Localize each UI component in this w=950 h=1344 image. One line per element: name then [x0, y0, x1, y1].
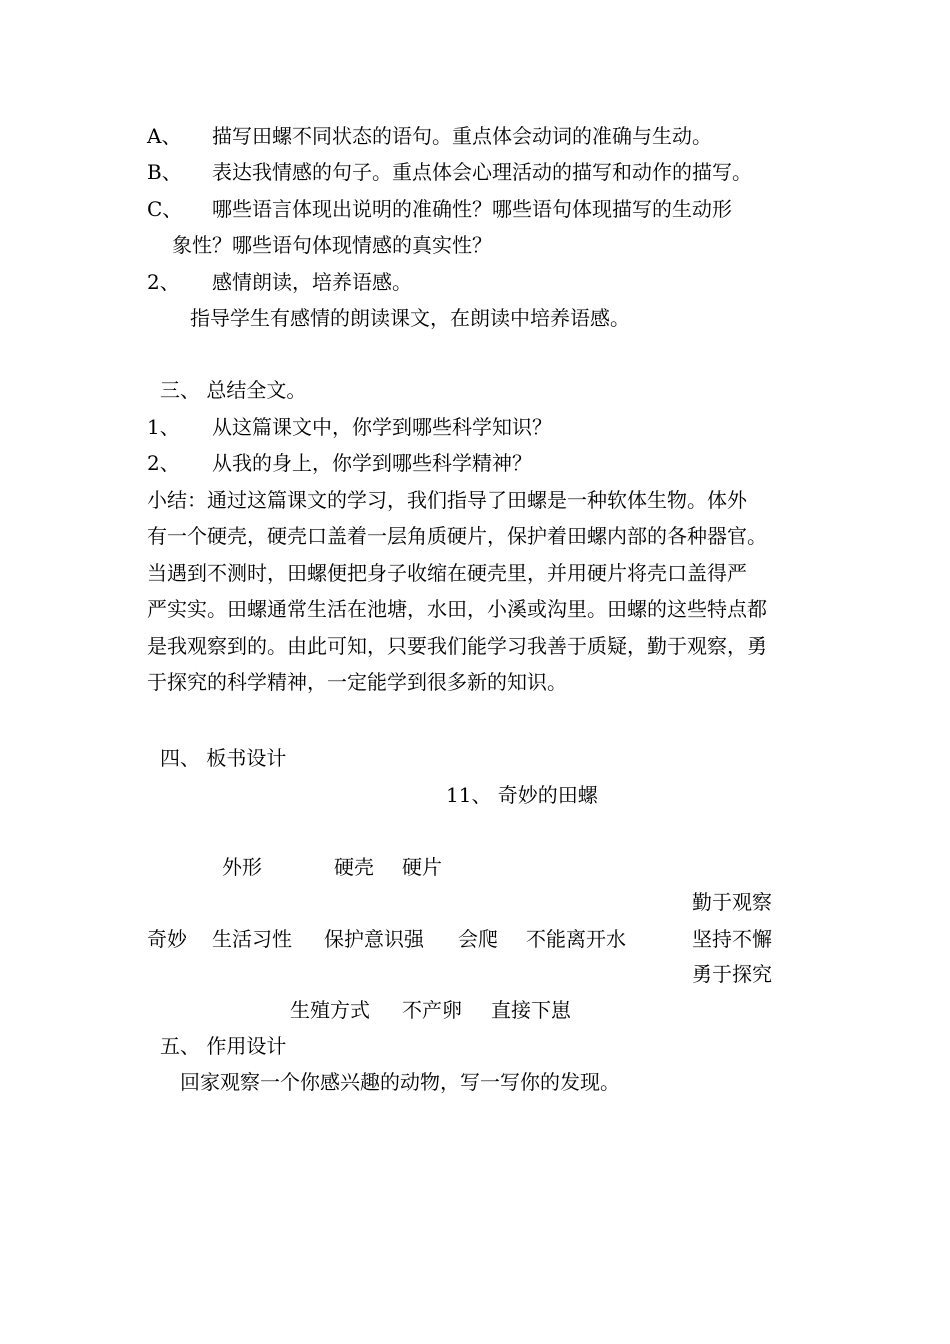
q1-marker: 1、: [147, 415, 180, 439]
board-title: 11、 奇妙的田螺: [446, 783, 598, 807]
board-habit-item: 会爬: [458, 927, 498, 951]
board-shape-item: 硬片: [402, 855, 442, 879]
q2-text: 从我的身上，你学到哪些科学精神？: [212, 451, 532, 475]
board-reproduce-item: 直接下崽: [491, 998, 571, 1022]
summary-line: 于探究的科学精神，一定能学到很多新的知识。: [147, 669, 567, 694]
board-spirit-item: 勇于探究: [692, 962, 772, 986]
board-shape-label: 外形: [222, 855, 262, 879]
board-habit-label: 生活习性: [212, 927, 292, 951]
summary-paragraph: [147, 488, 767, 706]
board-main-word: 奇妙: [147, 927, 187, 951]
item-b-marker: B、: [147, 160, 182, 184]
board-spirit-item: 勤于观察: [692, 890, 772, 914]
q1-text: 从这篇课文中，你学到哪些科学知识？: [212, 415, 552, 439]
summary-line: 是我观察到的。由此可知，只要我们能学习我善于质疑，勤于观察，勇: [147, 633, 767, 658]
summary-line: 有一个硬壳，硬壳口盖着一层角质硬片，保护着田螺内部的各种器官。: [147, 524, 767, 549]
summary-line: 严实实。田螺通常生活在池塘，水田，小溪或沟里。田螺的这些特点都: [147, 597, 767, 622]
item-c-marker: C、: [147, 197, 183, 221]
board-habit-item: 保护意识强: [324, 927, 424, 951]
board-reproduce-item: 不产卵: [402, 998, 462, 1022]
item-a-text: 描写田螺不同状态的语句。重点体会动词的准确与生动。: [212, 124, 712, 148]
item-2-text: 感情朗读，培养语感。: [212, 270, 412, 294]
section4-heading: 四、 板书设计: [160, 746, 287, 770]
homework-text: 回家观察一个你感兴趣的动物，写一写你的发现。: [180, 1070, 620, 1094]
section3-heading: 三、 总结全文。: [160, 378, 307, 402]
item-2-marker: 2、: [147, 270, 180, 294]
board-shape-item: 硬壳: [334, 855, 374, 879]
item-a-marker: A、: [147, 124, 182, 148]
item-c-continuation: 象性？哪些语句体现情感的真实性？: [172, 233, 492, 257]
summary-line: 小结：通过这篇课文的学习，我们指导了田螺是一种软体生物。体外: [147, 488, 747, 512]
board-spirit-item: 坚持不懈: [692, 927, 772, 951]
summary-line: 当遇到不测时，田螺便把身子收缩在硬壳里，并用硬片将壳口盖得严: [147, 560, 747, 585]
board-habit-item: 不能离开水: [526, 927, 626, 951]
item-c-text: 哪些语言体现出说明的准确性？哪些语句体现描写的生动形: [212, 197, 732, 221]
guide-text: 指导学生有感情的朗读课文，在朗读中培养语感。: [190, 306, 630, 330]
board-reproduce-label: 生殖方式: [290, 998, 370, 1022]
q2-marker: 2、: [147, 451, 180, 475]
section5-heading: 五、 作用设计: [160, 1034, 287, 1058]
item-b-text: 表达我情感的句子。重点体会心理活动的描写和动作的描写。: [212, 160, 752, 184]
